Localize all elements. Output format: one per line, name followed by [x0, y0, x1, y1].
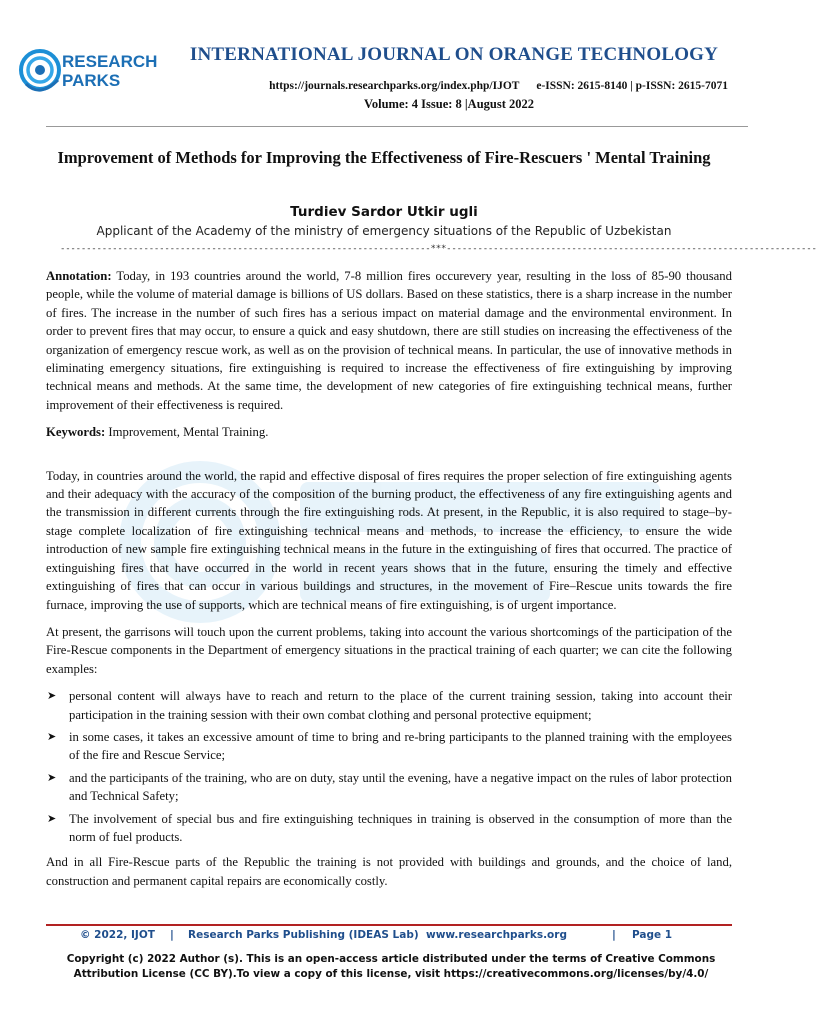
journal-title: INTERNATIONAL JOURNAL ON ORANGE TECHNOLOGY [189, 44, 719, 65]
arrow-bullet-icon: ➤ [47, 770, 57, 784]
body-paragraph-1: Today, in countries around the world, the rapid and effective disposal of fires requires the proper selection of fire extinguishing agents and their adequacy with the accuracy of the composition of the burning product, the effectiveness of any fire extinguishing agents and the transmission in different currents through the fire extinguishing rods. At present, in the Republic, it is also required to stage–by-stage complete localization of fire extinguishing technical means and methods, to increase the efficiency, to ensure the wide introduction of new sample fire extinguishing technical means in the future in the extinguishing of fires that occurred. The practice of extinguishing fires that have occurred in the world in recent years shows that in the future, ensuring the timely and effective extinguishing of fires that can occur in various buildings and structures, in the movement of Fire–Rescue units towards the fire furnace, improving the use of supports, which are technical means of fire extinguishing, is of urgent importance. [46, 468, 732, 612]
journal-meta [150, 80, 728, 92]
footer-publisher: Research Parks Publishing (IDEAS Lab) [188, 929, 419, 941]
spacer [46, 451, 732, 467]
header-divider [46, 126, 748, 127]
arrow-bullet-icon: ➤ [47, 811, 57, 825]
issn-info: e-ISSN: 2615-8140 | p-ISSN: 2615-7071 [536, 80, 728, 92]
annotation-label: Annotation: [46, 269, 112, 283]
logo-line-parks: PARKS [62, 71, 121, 90]
list-item [46, 687, 732, 724]
examples-list [46, 687, 732, 846]
list-item-text: and the participants of the training, who are on duty, stay until the evening, have a negative impact on the rules of labor protection and Technical Safety; [69, 770, 732, 804]
arrow-bullet-icon: ➤ [47, 729, 57, 743]
footer-website-link[interactable]: www.researchparks.org [426, 929, 567, 941]
keywords-label: Keywords: [46, 425, 106, 440]
article-body [46, 267, 732, 899]
body-paragraph-2: At present, the garrisons will touch upon the current problems, taking into account the various shortcomings of the participation of the Fire-Rescue components in the Department of emergency situations in the practical training of each quarter; we can cite the following examples: [46, 624, 732, 676]
article-title: Improvement of Methods for Improving the Effectiveness of Fire-Rescuers ' Mental Training [57, 148, 711, 167]
volume-issue: Volume: 4 Issue: 8 |August 2022 [363, 97, 535, 111]
footer-divider [46, 924, 732, 926]
list-item-text: The involvement of special bus and fire extinguishing techniques in training is observed in the consumption of more than the norm of fuel products. [69, 811, 732, 844]
footer-page-number: Page 1 [632, 929, 673, 941]
logo-wordmark [62, 52, 157, 90]
footer-separator: | [170, 929, 174, 941]
list-item-text: in some cases, it takes an excessive amount of time to bring and re-bring participants to the planned training with the employees of the fire and Rescue Service; [69, 729, 732, 763]
section-separator: -----------------------------------------------------------------------***----------------------------------------------------------------------- [60, 244, 817, 254]
list-item-text: personal content will always have to reach and return to the place of the current training session, taking into account their participation in the training session with their own combat clothing and personal protective equipment; [69, 689, 732, 722]
logo-line-research: RESEARCH [62, 52, 158, 71]
body-paragraph-3: And in all Fire-Rescue parts of the Republic the training is not provided with buildings and grounds, and the choice of land, construction and permanent capital repairs are economically costly. [46, 855, 732, 888]
list-item [46, 769, 732, 806]
author-name: Turdiev Sardor Utkir ugli [290, 204, 478, 220]
journal-url-link[interactable]: https://journals.researchparks.org/index.php/IJOT [269, 80, 520, 92]
footer-copyright: © 2022, IJOT [80, 929, 155, 941]
list-item [46, 728, 732, 765]
annotation-text: Today, in 193 countries around the world, 7-8 million fires occurevery year, resulting in the loss of 85-90 thousand people, while the volume of material damage is billions of US dollars. Based on these statistics, there is a sharp increase in the number of fires. The increase in the number of such fires has a serious impact on material damage and the environmental environment. In order to prevent fires that may occur, to ensure a quick and easy shutdown, there are still studies on increasing the effectiveness of the organization of emergency rescue work, as well as on the provision of technical means. In particular, the use of innovative methods in eliminating emergency situations, fire extinguishing is required to increase the effectiveness of fire extinguishing by improving technical means and methods. At the same time, the development of new categories of fire extinguishing technical means, further improvement of their effectiveness is required. [46, 269, 732, 412]
keywords-paragraph [46, 423, 732, 441]
footer-separator: | [612, 929, 616, 941]
arrow-bullet-icon: ➤ [47, 689, 57, 703]
license-notice: Copyright (c) 2022 Author (s). This is an open-access article distributed under the terms of Creative Commons Attribution License (CC BY).To view a copy of this license, visit https://creativecommons.org/licenses/by/4.0/ [66, 953, 716, 980]
author-affiliation: Applicant of the Academy of the ministry of emergency situations of the Republic of Uzbekistan [96, 224, 672, 238]
annotation-paragraph [46, 267, 732, 414]
keywords-text: Improvement, Mental Training. [105, 425, 269, 440]
list-item [46, 810, 732, 847]
